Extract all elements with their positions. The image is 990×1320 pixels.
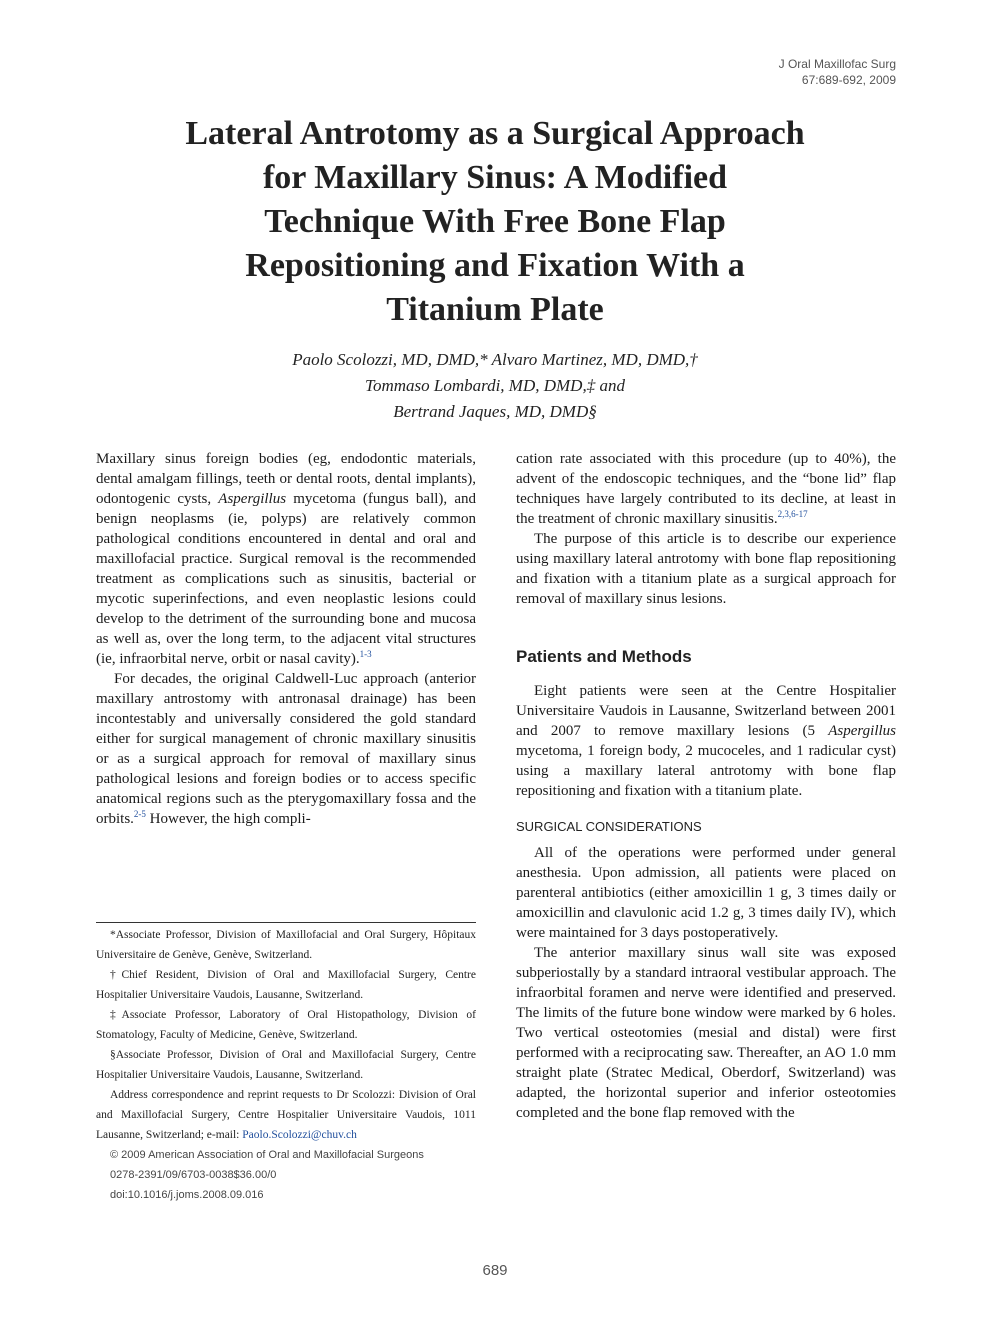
page-number: 689: [482, 1262, 508, 1279]
author-line: Bertrand Jaques, MD, DMD§: [393, 402, 597, 421]
issn-line: 0278-2391/09/6703-0038$36.00/0: [110, 1169, 277, 1181]
reference-link[interactable]: 2,3,6-17: [777, 509, 808, 519]
body-paragraph: The purpose of this article is to describe our experience using maxillary lateral antrotomy with bone flap repositioning and fixation with a titanium plate as a surgical approach for removal of maxillary sinus lesions.: [516, 531, 896, 607]
text-run: mycetoma (fungus ball), and benign neoplasms (ie, polyps) are relatively common pathological conditions encountered in dental and oral and maxillofacial practice. Surgical removal is the recommended treatment as complications such as sinusitis, bacterial or mycotic superinfections, and even neoplastic lesions could develop to the detriment of the surrounding bone and mucosa as well as, over the long term, to the adjacent vital structures (ie, infraorbital nerve, orbit or nasal cavity).: [96, 491, 477, 667]
author-list: [100, 347, 890, 425]
text-run: Maxillary sinus foreign bodies (eg, endodontic materials, dental amalgam fillings, teeth or dental roots, dental implants), odontogenic cysts,: [96, 451, 476, 507]
section-heading: Patients and Methods: [516, 647, 692, 666]
body-paragraph: [96, 669, 476, 829]
text-run: mycetoma, 1 foreign body, 2 mucoceles, and 1 radicular cyst) using a maxillary lateral antrotomy with bone flap repositioning and fixation with a titanium plate.: [516, 743, 896, 799]
body-paragraph: [96, 449, 476, 669]
copyright-line: © 2009 American Association of Oral and Maxillofacial Surgeons: [110, 1149, 424, 1161]
article-title: [100, 112, 890, 332]
left-column: [96, 449, 476, 829]
author-line: Paolo Scolozzi, MD, DMD,* Alvaro Martinez, MD, DMD,†: [292, 350, 698, 369]
footnote: §Associate Professor, Division of Oral and Maxillofacial Surgery, Centre Hospitalier Universitaire Vaudois, Lausanne, Switzerland.: [96, 1049, 476, 1081]
text-run: cation rate associated with this procedure (up to 40%), the advent of the endoscopic techniques, and the “bone lid” flap techniques have largely contributed to its decline, at least in the treatment of chronic maxillary sinusitis.: [516, 451, 896, 527]
subsection-heading: SURGICAL CONSIDERATIONS: [516, 819, 702, 834]
journal-name: J Oral Maxillofac Surg: [778, 57, 896, 71]
title-line: Technique With Free Bone Flap: [264, 203, 726, 240]
title-line: Repositioning and Fixation With a: [245, 247, 745, 284]
email-link[interactable]: Paolo.Scolozzi@chuv.ch: [242, 1129, 357, 1141]
italic-term: Aspergillus: [218, 491, 287, 507]
text-run: Eight patients were seen at the Centre Hospitalier Universitaire Vaudois in Lausanne, Switzerland between 2001 and 2007 to remove maxillary lesions (5: [516, 683, 896, 739]
reference-link[interactable]: 2-5: [133, 809, 146, 819]
italic-term: Aspergillus: [828, 723, 896, 739]
footnote: †Chief Resident, Division of Oral and Maxillofacial Surgery, Centre Hospitalier Universitaire Vaudois, Lausanne, Switzerland.: [96, 969, 476, 1001]
title-line: Titanium Plate: [386, 291, 604, 328]
text-run: Address correspondence and reprint requests to Dr Scolozzi: Division of Oral and Maxillofacial Surgery, Centre Hospitalier Universitaire Vaudois, 1011 Lausanne, Switzerland; e-mail:: [96, 1089, 476, 1141]
author-line: Tommaso Lombardi, MD, DMD,‡ and: [365, 376, 625, 395]
footnote: ‡Associate Professor, Laboratory of Oral Histopathology, Division of Stomatology, Faculty of Medicine, Genève, Switzerland.: [96, 1009, 476, 1041]
footnote-correspondence: [96, 1085, 476, 1145]
title-line: for Maxillary Sinus: A Modified: [262, 159, 728, 196]
body-paragraph: The anterior maxillary sinus wall site was exposed subperiostally by a standard intraoral vestibular approach. The infraorbital foramen and nerve were identified and preserved. The limits of the future bone window were marked by 6 holes. Two vertical osteotomies (mesial and distal) were first performed with a reciprocating saw. Thereafter, an AO 1.0 mm straight plate (Stratec Medical, Oberdorf, Switzerland) was adapted, the horizontal superior and inferior osteotomies completed and the bone flap removed with the: [516, 945, 896, 1121]
body-paragraph: All of the operations were performed under general anesthesia. Upon admission, all patients were placed on parenteral antibiotics (either amoxicillin 1 g, 3 times daily or amoxicillin and clavulonic acid 1.2 g, 3 times daily IV), which were maintained for 3 days postoperatively.: [516, 845, 896, 941]
footnotes: [96, 925, 476, 1205]
reference-link[interactable]: 1-3: [359, 649, 372, 659]
journal-volume: 67:689-692, 2009: [801, 73, 896, 87]
footnote: *Associate Professor, Division of Maxillofacial and Oral Surgery, Hôpitaux Universitaire de Genève, Genève, Switzerland.: [96, 929, 476, 961]
footnote-divider: [96, 922, 476, 923]
body-paragraph: [516, 449, 896, 529]
title-line: Lateral Antrotomy as a Surgical Approach: [185, 115, 805, 152]
journal-citation: [779, 56, 896, 88]
text-run: For decades, the original Caldwell-Luc approach (anterior maxillary antrostomy with antronasal drainage) has been incontestably and universally considered the gold standard either for surgical management of chronic maxillary sinusitis or as a surgical approach for removal of maxillary sinus pathological lesions and foreign bodies or to access specific anatomical regions such as the pterygomaxillary fossa and the orbits.: [96, 671, 476, 827]
body-paragraph: [516, 681, 896, 801]
text-run: However, the high compli-: [145, 811, 311, 827]
doi-line: doi:10.1016/j.joms.2008.09.016: [110, 1189, 264, 1201]
right-column: [516, 449, 896, 1123]
